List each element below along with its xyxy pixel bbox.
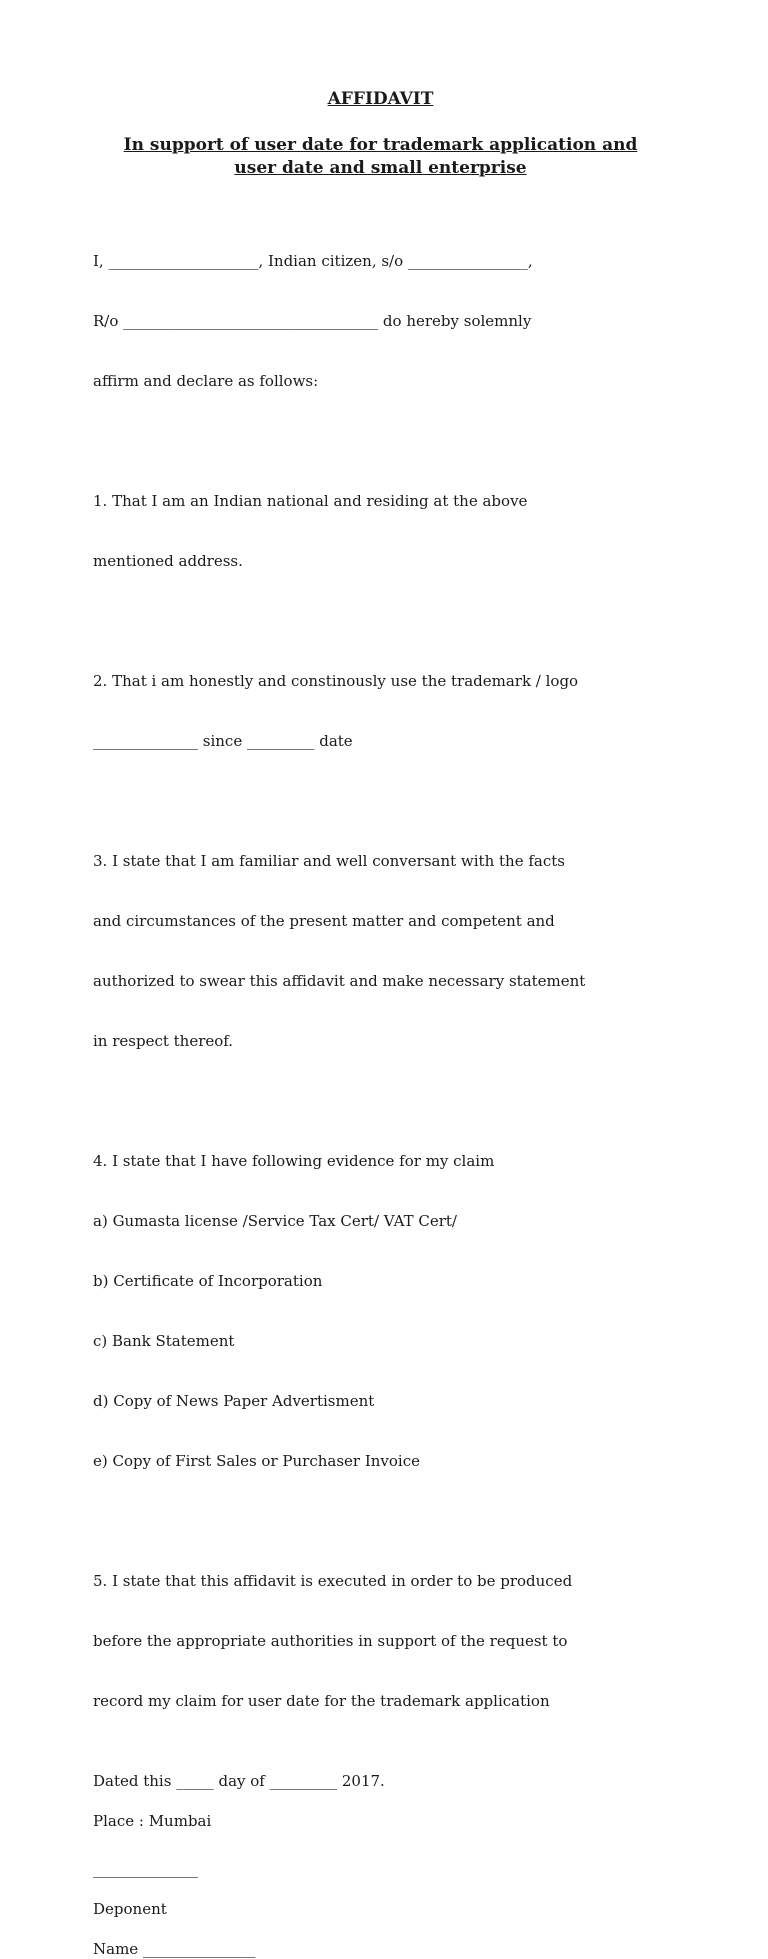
- clause-3-line-2: and circumstances of the present matter and competent and: [93, 912, 555, 930]
- clause-3-line-1: 3. I state that I am familiar and well conversant with the facts: [93, 852, 565, 870]
- document-title: AFFIDAVIT: [327, 89, 434, 109]
- dated-line: Dated this _____ day of _________ 2017.: [93, 1772, 385, 1790]
- clause-1-line-1: 1. That I am an Indian national and residing at the above: [93, 492, 528, 510]
- clause-5-line-1: 5. I state that this affidavit is executed in order to be produced: [93, 1572, 573, 1590]
- clause-3-line-3: authorized to swear this affidavit and make necessary statement: [93, 972, 586, 990]
- evidence-item: d) Copy of News Paper Advertisment: [93, 1392, 375, 1410]
- intro-line-3: affirm and declare as follows:: [93, 372, 319, 390]
- place-line: Place : Mumbai: [93, 1812, 212, 1830]
- evidence-item: c) Bank Statement: [93, 1332, 235, 1350]
- clause-4: [93, 1111, 668, 1511]
- subtitle-line-2: user date and small enterprise: [234, 158, 527, 178]
- document-subtitle: [93, 134, 668, 180]
- clause-5: [93, 1531, 668, 1751]
- clause-3: [93, 811, 668, 1091]
- clause-5-line-3: record my claim for user date for the trademark application: [93, 1692, 550, 1710]
- intro-line-1: I, ____________________, Indian citizen, s/o ________________,: [93, 252, 533, 270]
- clause-2: [93, 631, 668, 791]
- clause-2-line-2: ______________ since _________ date: [93, 732, 353, 750]
- evidence-item: b) Certificate of Incorporation: [93, 1272, 323, 1290]
- name-line: Name _______________: [93, 1940, 256, 1958]
- intro-paragraph: [93, 211, 668, 431]
- clause-1: [93, 451, 668, 611]
- clause-4-intro: 4. I state that I have following evidence for my claim: [93, 1152, 495, 1170]
- clause-1-line-2: mentioned address.: [93, 552, 243, 570]
- deponent-label: Deponent: [93, 1900, 167, 1918]
- clause-3-line-4: in respect thereof.: [93, 1032, 234, 1050]
- intro-line-2: R/o __________________________________ do hereby solemnly: [93, 312, 532, 330]
- clause-5-line-2: before the appropriate authorities in support of the request to: [93, 1632, 568, 1650]
- clause-2-line-1: 2. That i am honestly and constinously use the trademark / logo: [93, 672, 579, 690]
- evidence-item: a) Gumasta license /Service Tax Cert/ VAT Cert/: [93, 1212, 457, 1230]
- signature-line: ______________: [93, 1860, 198, 1878]
- evidence-item: e) Copy of First Sales or Purchaser Invoice: [93, 1452, 421, 1470]
- subtitle-line-1: In support of user date for trademark application and: [123, 135, 638, 155]
